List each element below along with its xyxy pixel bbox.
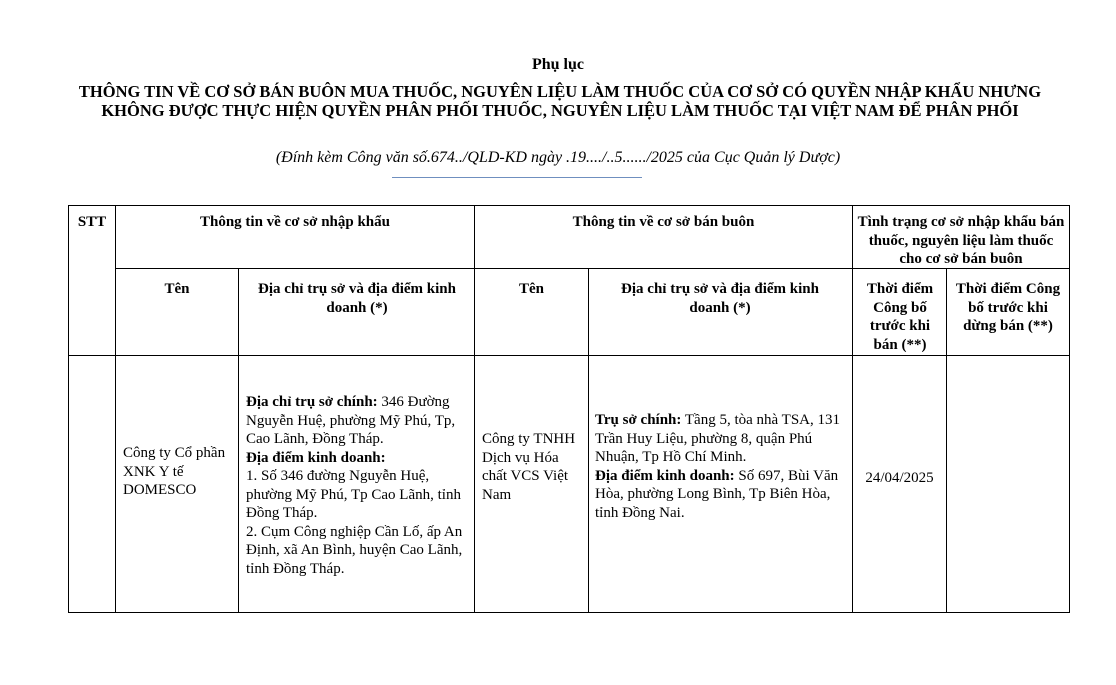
wholesaler-hq-label: Trụ sở chính: [595, 412, 682, 428]
importer-business-label: Địa điểm kinh doanh: [246, 449, 386, 466]
importer-name: Công ty Cổ phần XNK Y tế DOMESCO [123, 445, 226, 498]
importer-hq-label: Địa chỉ trụ sở chính: [246, 394, 378, 410]
wholesaler-name: Công ty TNHH Dịch vụ Hóa chất VCS Việt Nam [482, 431, 576, 503]
wholesaler-address [595, 411, 847, 522]
header-time-before-stop: Thời điểm Công bố trước khi dừng bán (**) [955, 281, 1061, 334]
header-wholesaler-address: Địa chỉ trụ sở và địa điểm kinh doanh (*) [621, 281, 819, 316]
header-stt: STT [77, 214, 107, 230]
header-importer-info: Thông tin về cơ sở nhập khẩu [199, 214, 390, 230]
header-importer-name: Tên [164, 281, 190, 297]
appendix-label: Phụ lục [531, 56, 584, 73]
wholesaler-business-value: Số 697, Bùi Văn Hòa, phường Long Bình, Tp Biên Hòa, tỉnh Đồng Nai. [595, 467, 839, 521]
importer-hq-value: 346 Đường Nguyễn Huệ, phường Mỹ Phú, Tp, Cao Lãnh, Đồng Tháp. [246, 394, 456, 447]
header-wholesaler-info: Thông tin về cơ sở bán buôn [572, 214, 755, 230]
importer-business-location-2: 2. Cụm Công nghiệp Cần Lố, ấp An Định, xã An Bình, huyện Cao Lãnh, tỉnh Đồng Tháp. [246, 523, 463, 577]
importer-address [246, 393, 471, 578]
header-importer-address: Địa chỉ trụ sở và địa điểm kinh doanh (*) [258, 281, 456, 316]
header-time-before-sale: Thời điểm Công bố trước khi bán (**) [866, 281, 934, 353]
importer-business-location-1: 1. Số 346 đường Nguyễn Huệ, phường Mỹ Phú, Tp Cao Lãnh, tỉnh Đồng Tháp. [246, 468, 461, 521]
header-wholesaler-name: Tên [518, 281, 544, 297]
document-title: THÔNG TIN VỀ CƠ SỞ BÁN BUÔN MUA THUỐC, NGUYÊN LIỆU LÀM THUỐC CỦA CƠ SỞ CÓ QUYỀN NHẬP KHẨU NHƯNG KHÔNG ĐƯỢC THỰC HIỆN QUYỀN PHÂN PHỐI THUỐC, NGUYÊN LIỆU LÀM THUỐC TẠI VIỆT NAM ĐỂ PHÂN PHỐI [78, 82, 1042, 120]
time-before-sale: 24/04/2025 [865, 470, 934, 486]
wholesaler-hq-value: Tầng 5, tòa nhà TSA, 131 Trần Huy Liệu, phường 8, quận Phú Nhuận, Tp Hồ Chí Minh. [595, 412, 840, 465]
document-subtitle: (Đính kèm Công văn số.674../QLD-KD ngày .19..../..5....../2025 của Cục Quản lý Dược) [275, 149, 841, 166]
subtitle-underline [392, 177, 642, 178]
header-status: Tình trạng cơ sở nhập khẩu bán thuốc, nguyên liệu làm thuốc cho cơ sở bán buôn [857, 214, 1065, 267]
wholesaler-business-label: Địa điểm kinh doanh: [595, 467, 735, 484]
